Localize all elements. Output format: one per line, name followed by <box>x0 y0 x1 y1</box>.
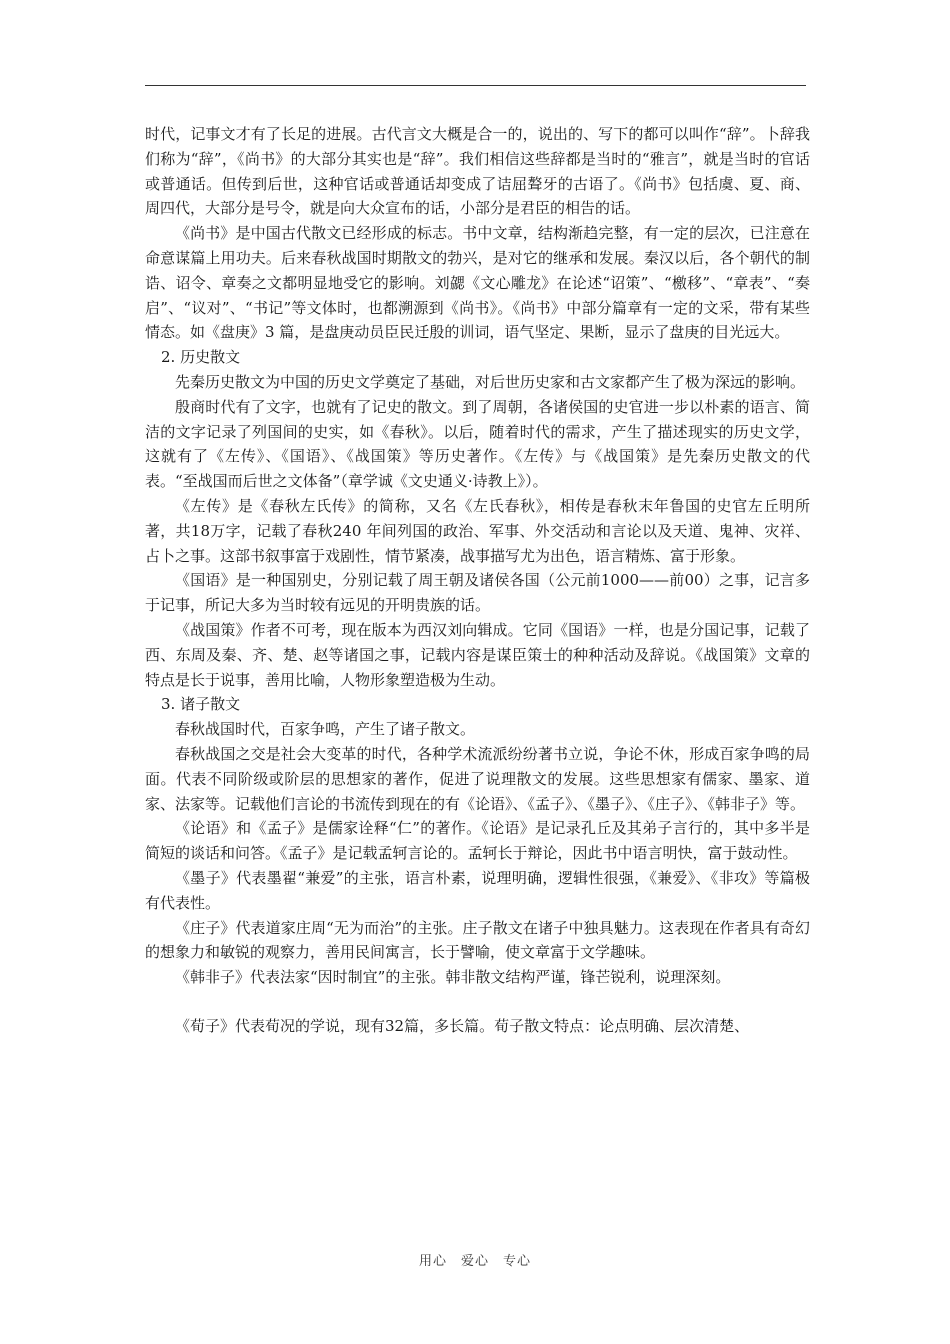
paragraph-hanfeizi: 《韩非子》代表法家“因时制宜”的主张。韩非散文结构严谨，锋芒锐利，说理深刻。 <box>175 968 731 987</box>
paragraph-xunzi: 《荀子》代表荀况的学说，现有32篇，多长篇。荀子散文特点：论点明确、层次清楚、 <box>175 1016 750 1035</box>
paragraph-zuozhuan: 《左传》是《春秋左氏传》的简称，又名《左氏春秋》，相传是春秋末年鲁国的史官左丘明所著，共18万字，记载了春秋240 年间列国的政治、军事、外交活动和言论以及天道、鬼神、灾祥、占卜之事。这部书叙事富于戏剧性，情节紧凑，战事描写尤为出色，语言精炼、富于形象。 <box>145 496 810 565</box>
section-heading-zhuzi-prose: 3. 诸子散文 <box>161 695 241 714</box>
paragraph-lunyu-mengzi: 《论语》和《孟子》是儒家诠释“仁”的著作。《论语》是记录孔丘及其弟子言行的，其中多半是简短的谈话和问答。《孟子》是记载孟轲言论的。孟轲长于辩论，因此书中语言明快，富于鼓动性。 <box>145 819 810 863</box>
header-rule <box>145 85 806 86</box>
paragraph-zhuzi-intro: 春秋战国时代，百家争鸣，产生了诸子散文。 <box>175 720 476 739</box>
paragraph-zhuangzi: 《庄子》代表道家庄周“无为而治”的主张。庄子散文在诸子中独具魅力。这表现在作者具有奇幻的想象力和敏锐的观察力，善用民间寓言，长于譬喻，使文章富于文学趣味。 <box>145 918 810 962</box>
page-footer: 用心 爱心 专心 <box>418 1254 531 1269</box>
paragraph-guoyu: 《国语》是一种国别史，分别记载了周王朝及诸侯各国（公元前1000——前00）之事，记言多于记事，所记大多为当时较有远见的开明贵族的话。 <box>145 571 810 615</box>
paragraph-history-prose-origin: 殷商时代有了文字，也就有了记史的散文。到了周朝，各诸侯国的史官进一步以朴素的语言、简洁的文字记录了列国间的史实，如《春秋》。以后，随着时代的需求，产生了描述现实的历史文学，这就有了《左传》、《国语》、《战国策》等历史著作。《左传》与《战国策》是先秦历史散文的代表。“至战国而后世之文体备”（章学诚《文史通义·诗教上》）。 <box>145 397 810 491</box>
paragraph-history-prose-foundation: 先秦历史散文为中国的历史文学奠定了基础，对后世历史家和古文家都产生了极为深远的影响。 <box>175 372 806 391</box>
paragraph-shangshu-intro: 时代，记事文才有了长足的进展。古代言文大概是合一的，说出的、写下的都可以叫作“辞”。卜辞我们称为“辞”，《尚书》的大部分其实也是“辞”。我们相信这些辞都是当时的“雅言”，就是当时的官话或普通话。但传到后世，这种官话或普通话却变成了诘屈聱牙的古语了。《尚书》包括虞、夏、商、周四代，大部分是号令，就是向大众宣布的话，小部分是君臣的相告的话。 <box>145 125 810 218</box>
paragraph-mozi: 《墨子》代表墨翟“兼爱”的主张，语言朴素，说理明确，逻辑性很强，《兼爱》、《非攻》等篇极有代表性。 <box>145 868 810 912</box>
paragraph-hundred-schools: 春秋战国之交是社会大变革的时代，各种学术流派纷纷著书立说，争论不休，形成百家争鸣的局面。代表不同阶级或阶层的思想家的著作，促进了说理散文的发展。这些思想家有儒家、墨家、道家、法家等。记载他们言论的书流传到现在的有《论语》、《孟子》、《墨子》、《庄子》、《韩非子》等。 <box>145 744 810 813</box>
section-heading-history-prose: 2. 历史散文 <box>161 348 241 367</box>
paragraph-shangshu-significance: 《尚书》是中国古代散文已经形成的标志。书中文章，结构渐趋完整，有一定的层次，已注意在命意谋篇上用功夫。后来春秋战国时期散文的勃兴，是对它的继承和发展。秦汉以后，各个朝代的制诰、诏令、章奏之文都明显地受它的影响。刘勰《文心雕龙》在论述“诏策”、“檄移”、“章表”、“奏启”、“议对”、“书记”等文体时，也都溯源到《尚书》。《尚书》中部分篇章有一定的文采，带有某些情态。如《盘庚》3 篇，是盘庚动员臣民迁殷的训词，语气坚定、果断，显示了盘庚的目光远大。 <box>145 224 810 342</box>
document-body <box>145 122 810 1039</box>
paragraph-zhanguoce: 《战国策》作者不可考，现在版本为西汉刘向辑成。它同《国语》一样，也是分国记事，记载了西、东周及秦、齐、楚、赵等诸国之事，记载内容是谋臣策士的种种活动及辞说。《战国策》文章的特点是长于说事，善用比喻，人物形象塑造极为生动。 <box>145 620 810 689</box>
